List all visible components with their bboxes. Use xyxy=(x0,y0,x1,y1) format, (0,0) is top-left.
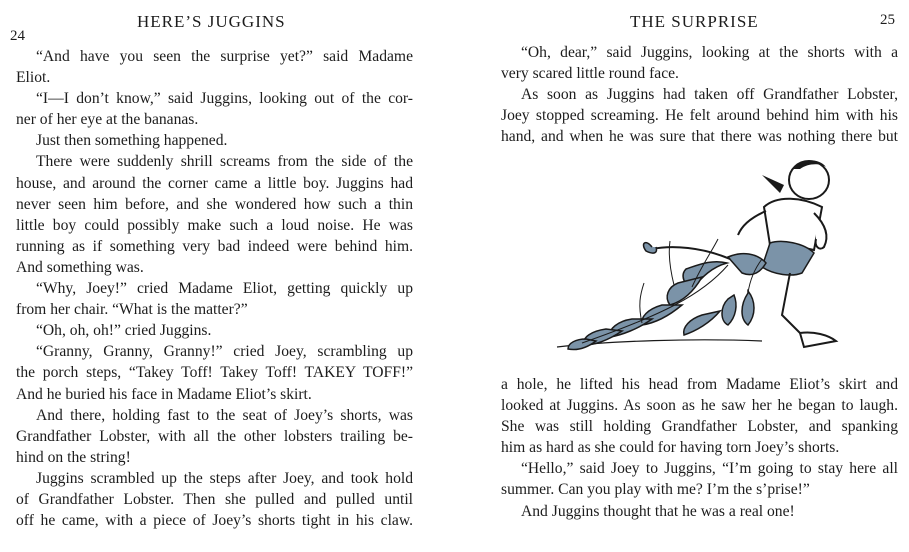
lobster-chain xyxy=(568,262,754,350)
text-line: “And have you seen the surprise yet?” said Madame xyxy=(36,48,413,65)
text-line: “Oh, dear,” said Juggins, looking at the shorts with a xyxy=(521,44,898,61)
text-line: She was still holding Grandfather Lobster, and spanking xyxy=(501,418,898,436)
text-line: As soon as Juggins had taken off Grandfather Lobster, xyxy=(521,86,898,104)
text-line: house, and around the corner came a little boy. Juggins had xyxy=(16,174,413,192)
running-head: THE SURPRISE xyxy=(630,12,759,31)
text-line: And something was. xyxy=(16,258,144,276)
text-line: “Why, Joey!” cried Madame Eliot, getting quickly up xyxy=(36,280,413,298)
text-line: from her chair. “What is the matter?” xyxy=(16,301,248,319)
text-line: Juggins scrambled up the steps after Joey, and took hold xyxy=(36,469,413,487)
text-line: “Hello,” said Joey to Juggins, “I’m going to stay here all xyxy=(521,460,898,478)
text-line: him as hard as she could for having torn Joey’s shorts. xyxy=(501,439,840,457)
text-line: Eliot. xyxy=(16,69,51,87)
text-line: Just then something happened. xyxy=(36,132,228,150)
text-line: And there, holding fast to the seat of Joey’s shorts, was xyxy=(36,406,413,424)
text-line: “Granny, Granny, Granny!” cried Joey, scrambling up xyxy=(36,343,413,361)
text-line: off he came, with a piece of Joey’s shorts tight in his claw. xyxy=(16,512,413,530)
text-line: There were suddenly shrill screams from the side of the xyxy=(36,153,413,171)
text-line: ner of her eye at the bananas. xyxy=(16,111,199,129)
text-line: running as if something very bad indeed were behind him. xyxy=(16,237,413,255)
text-line: Grandfather Lobster, with all the other lobsters trailing be- xyxy=(16,427,413,445)
text-line: never seen him before, and she wondered how such a thin xyxy=(16,195,413,213)
left-body-text xyxy=(16,46,413,531)
page-number: 24 xyxy=(10,28,25,44)
page-number: 25 xyxy=(880,12,895,28)
left-page xyxy=(0,0,450,552)
text-line: hand, and when he was sure that there was nothing there but xyxy=(501,128,898,146)
text-line: And Juggins thought that he was a real one! xyxy=(521,502,795,520)
boy-figure xyxy=(644,160,836,347)
right-body-text-top xyxy=(501,42,898,147)
text-line: of Grandfather Lobster. Then she pulled and pulled until xyxy=(16,490,413,508)
text-line: Joey stopped screaming. He felt around behind him with his xyxy=(501,107,898,125)
text-line: a hole, he lifted his head from Madame Eliot’s skirt and xyxy=(501,376,898,393)
text-line: “Oh, oh, oh!” cried Juggins. xyxy=(36,322,212,340)
text-line: And he buried his face in Madame Eliot’s skirt. xyxy=(16,385,312,403)
text-line: summer. Can you play with me? I’m the s’prise!” xyxy=(501,481,810,499)
text-line: looked at Juggins. As soon as he saw her he began to laugh. xyxy=(501,397,898,415)
text-line: “I—I don’t know,” said Juggins, looking out of the cor- xyxy=(36,90,413,108)
right-body-text-bottom xyxy=(501,374,898,522)
running-head: HERE’S JUGGINS xyxy=(137,12,286,31)
text-line: hind on the string! xyxy=(16,448,131,466)
text-line: little boy could possibly make such a loud noise. He was xyxy=(16,216,413,234)
text-line: the porch steps, “Takey Toff! Takey Toff! TAKEY TOFF!” xyxy=(16,364,413,382)
boy-with-lobsters-illustration xyxy=(552,155,902,370)
text-line: very scared little round face. xyxy=(501,65,679,83)
